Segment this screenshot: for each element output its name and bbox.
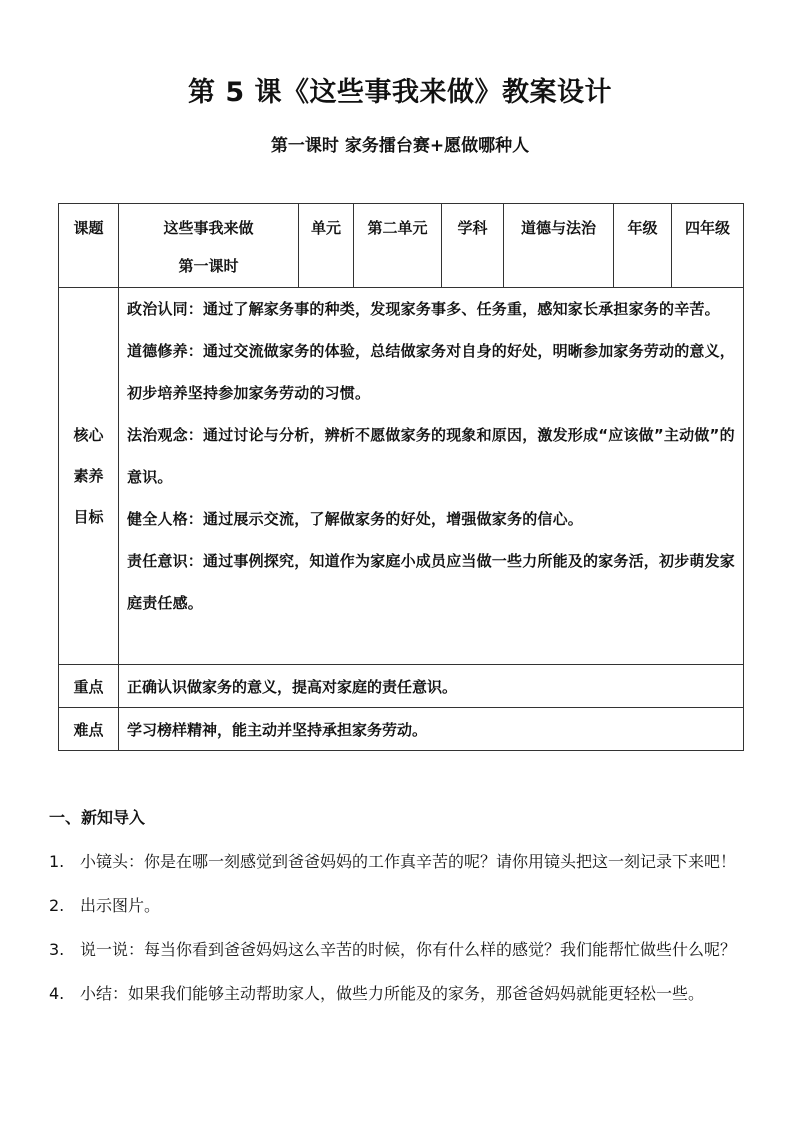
list-item-text: 说一说：每当你看到爸爸妈妈这么辛苦的时候，你有什么样的感觉？我们能帮忙做些什么呢？ [80,940,737,959]
list-item [49,840,759,884]
page-subtitle: 第一课时 家务擂台赛+愿做哪种人 [270,136,530,156]
list-item [49,884,759,928]
list-item [49,928,759,972]
core-goal-moral: 道德修养：通过交流做家务的体验，总结做家务对自身的好处，明晰参加家务劳动的意义，初步培养坚持参加家务劳动的习惯。 [127,342,736,402]
list-item-number: 4. [49,984,65,1003]
list-item-number: 3. [49,940,65,959]
list-item-number: 1. [49,852,65,871]
difficulty-text: 学习榜样精神，能主动并坚持承担家务劳动。 [119,708,744,751]
core-goals-content [119,288,744,665]
subject-label-cell: 学科 [442,204,504,288]
section-heading: 一、新知导入 [49,808,146,827]
lesson-info-table [58,203,744,751]
topic-value-line1: 这些事我来做 [163,219,254,237]
unit-label-cell: 单元 [299,204,354,288]
key-point-row [59,665,744,708]
core-goal-law: 法治观念：通过讨论与分析，辨析不愿做家务的现象和原因，激发形成“应该做”主动做”的意识。 [127,426,735,486]
core-goal-political: 政治认同：通过了解家务事的种类，发现家务事多、任务重，感知家长承担家务的辛苦。 [127,300,720,318]
subject-value-cell: 道德与法治 [504,204,614,288]
key-point-text: 正确认识做家务的意义，提高对家庭的责任意识。 [119,665,744,708]
core-goals-row [59,288,744,665]
grade-value-cell: 四年级 [672,204,744,288]
list-item-text: 小结：如果我们能够主动帮助家人，做些力所能及的家务，那爸爸妈妈就能更轻松一些。 [80,984,705,1003]
intro-steps-list [49,840,759,1016]
core-goal-personality: 健全人格：通过展示交流，了解做家务的好处，增强做家务的信心。 [127,510,584,528]
table-header-row [59,204,744,288]
unit-value-cell: 第二单元 [354,204,442,288]
difficulty-label: 难点 [59,708,119,751]
topic-label-cell: 课题 [59,204,119,288]
list-item-text: 出示图片。 [80,896,161,915]
list-item-text: 小镜头：你是在哪一刻感觉到爸爸妈妈的工作真辛苦的呢？请你用镜头把这一刻记录下来吧！ [80,852,737,871]
grade-label-cell: 年级 [614,204,672,288]
topic-value-line2: 第一课时 [178,257,239,275]
difficulty-row [59,708,744,751]
list-item [49,972,759,1016]
page-title: 第 5 课《这些事我来做》教案设计 [187,77,613,108]
list-item-number: 2. [49,896,65,915]
core-goal-responsibility: 责任意识：通过事例探究，知道作为家庭小成员应当做一些力所能及的家务活，初步萌发家庭责任感。 [127,552,736,612]
key-point-label: 重点 [59,665,119,708]
core-goals-label: 核心 素养 目标 [59,288,119,665]
topic-value-cell [119,204,299,288]
